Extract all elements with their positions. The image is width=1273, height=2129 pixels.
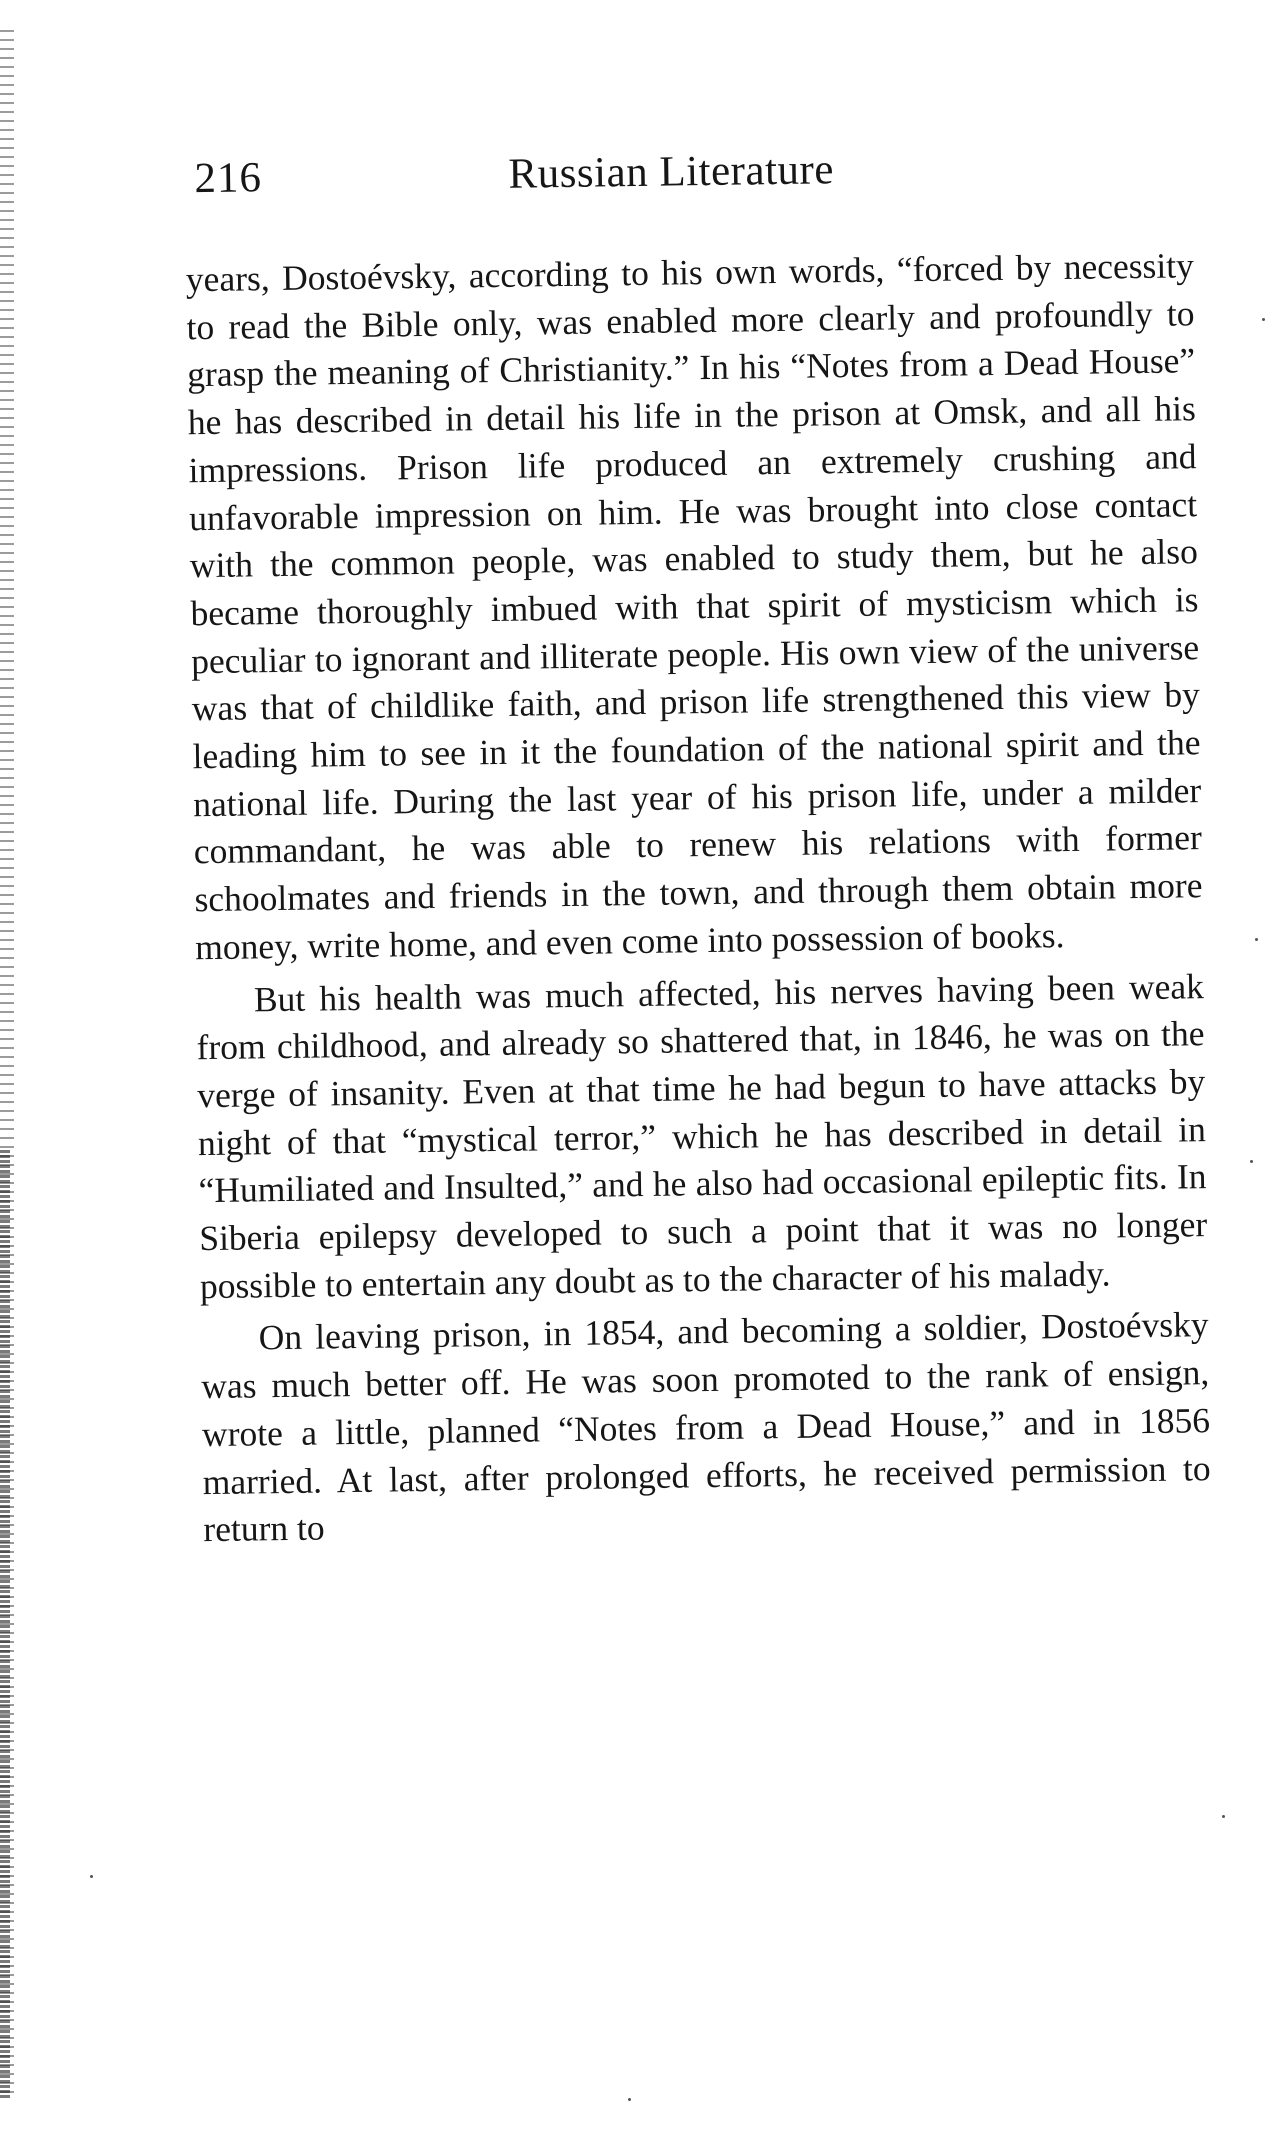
body-text: [186, 242, 1212, 1554]
dust-speck: [1262, 318, 1265, 321]
dust-speck: [1255, 938, 1258, 941]
paragraph-3: On leaving prison, in 1854, and becoming a soldier, Dostoévsky was much better off. He was soon promoted to the rank of ensign, wrote a little, planned “Notes from a Dead House,” and in 1856 married. At last, after prolonged efforts, he received permission to return to: [201, 1304, 1211, 1550]
paragraph-1: years, Dostoévsky, according to his own words, “forced by necessity to read the Bible only, was enabled more clearly and profoundly to grasp the meaning of Christianity.” In his “Notes from a Dead House” he has described in detail his life in the prison at Omsk, and all his impressions. Prison life produced an extremely crushing and unfavorable impression on him. He was brought into close contact with the common people, was enabled to study them, but he also became thoroughly imbued with that spirit of mysticism which is peculiar to ignorant and illiterate people. His own view of the universe was that of childlike faith, and prison life strengthened this view by leading him to see in it the foundation of the national spirit and the national life. During the last year of his prison life, under a milder commandant, he was able to renew his relations with former schoolmates and friends in the town, and through them obtain more money, write home, and even come into possession of books.: [185, 245, 1203, 968]
page-number: 216: [194, 154, 263, 203]
paragraph-2: But his health was much affected, his nerves having been weak from childhood, and already so shattered that, in 1846, he was on the verge of insanity. Even at that time he had begun to have attacks by night of that “mystical terror,” which he has described in detail in “Humiliated and Insulted,” and he also had occasional epileptic fits. In Siberia epilepsy developed to such a point that it was no longer possible to entertain any doubt as to the character of his malady.: [196, 965, 1208, 1306]
dust-speck: [1222, 1815, 1225, 1818]
dust-speck: [628, 2098, 631, 2101]
dust-speck: [1250, 1160, 1253, 1163]
running-head: [194, 140, 1195, 214]
book-title: Russian Literature: [508, 146, 835, 198]
dust-speck: [90, 1875, 93, 1878]
